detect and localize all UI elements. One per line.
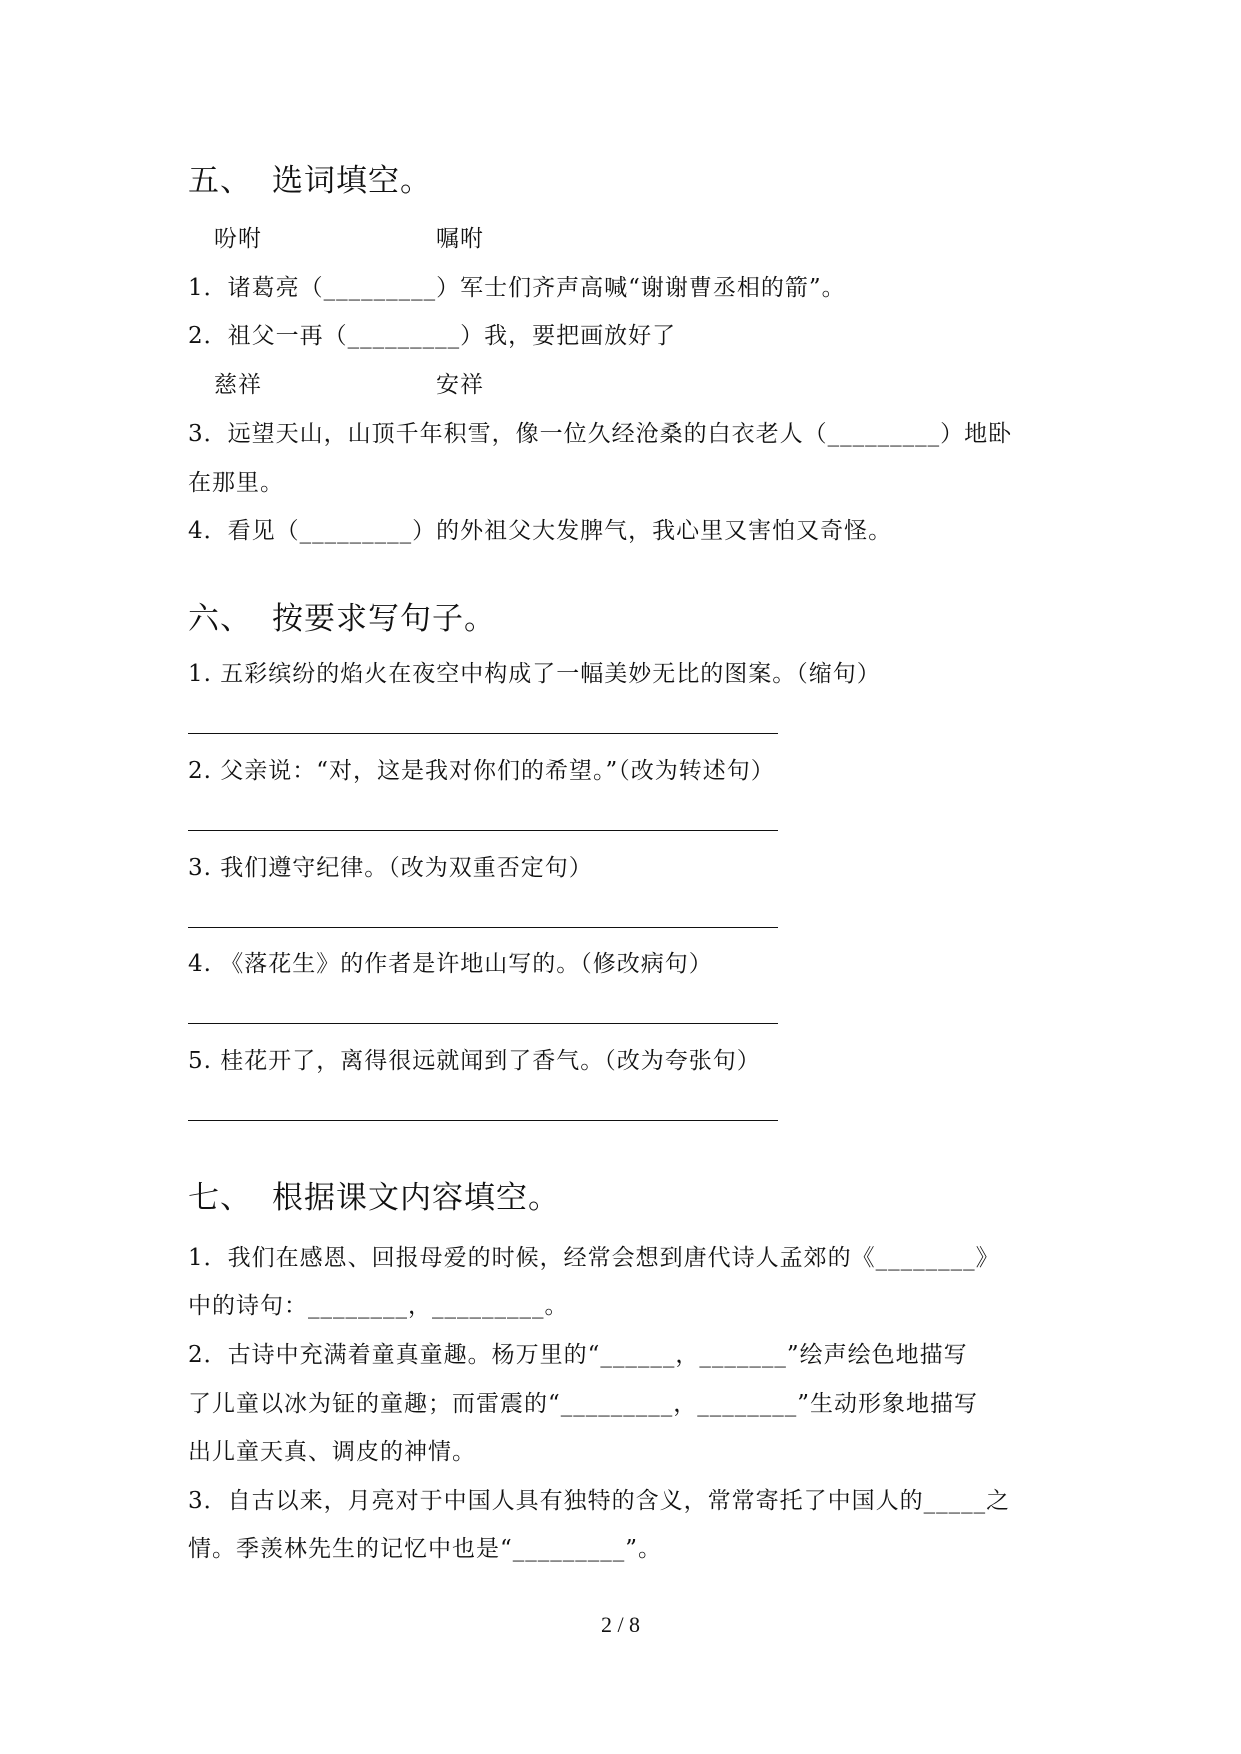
answer-line-1[interactable] bbox=[188, 733, 778, 734]
section-7-question-1-line-2: 中的诗句：________，_________。 bbox=[188, 1293, 569, 1319]
section-5-number: 五、 bbox=[188, 163, 252, 199]
section-7-question-3-line-1: 3．自古以来，月亮对于中国人具有独特的含义，常常寄托了中国人的_____之 bbox=[188, 1488, 1011, 1514]
answer-line-4[interactable] bbox=[188, 1023, 778, 1024]
section-5-question-1: 1．诸葛亮（_________）军士们齐声高喊“谢谢曹丞相的箭”。 bbox=[188, 275, 846, 301]
section-5-question-3-line-2: 在那里。 bbox=[188, 470, 284, 496]
section-7-question-1-line-1: 1．我们在感恩、回报母爱的时候，经常会想到唐代诗人孟郊的《________》 bbox=[188, 1245, 1000, 1271]
section-6-item-5: 5. 桂花开了，离得很远就闻到了香气。（改为夸张句） bbox=[188, 1048, 761, 1074]
section-6-number: 六、 bbox=[188, 601, 252, 637]
word-choice-1b: 嘱咐 bbox=[436, 226, 484, 252]
word-choice-2a: 慈祥 bbox=[214, 372, 262, 398]
section-7-title-text: 根据课文内容填空。 bbox=[272, 1180, 560, 1216]
section-7-question-2-line-2: 了儿童以冰为钲的童趣；而雷震的“_________，________”生动形象地描写 bbox=[188, 1391, 979, 1417]
section-5-question-3-line-1: 3．远望天山，山顶千年积雪，像一位久经沧桑的白衣老人（_________）地卧 bbox=[188, 421, 1013, 447]
answer-line-3[interactable] bbox=[188, 927, 778, 928]
section-6-title-text: 按要求写句子。 bbox=[272, 601, 496, 637]
answer-line-5[interactable] bbox=[188, 1120, 778, 1121]
section-6-item-3: 3. 我们遵守纪律。（改为双重否定句） bbox=[188, 855, 593, 881]
word-choice-1a: 吩咐 bbox=[214, 226, 262, 252]
word-choice-2b: 安祥 bbox=[436, 372, 484, 398]
section-5-title bbox=[188, 163, 432, 199]
section-5-question-2: 2．祖父一再（_________）我，要把画放好了 bbox=[188, 323, 677, 349]
answer-line-2[interactable] bbox=[188, 830, 778, 831]
section-6-title bbox=[188, 601, 496, 637]
section-6-item-2: 2. 父亲说：“对，这是我对你们的希望。”（改为转述句） bbox=[188, 758, 775, 784]
section-6-item-1: 1. 五彩缤纷的焰火在夜空中构成了一幅美妙无比的图案。（缩句） bbox=[188, 661, 881, 687]
section-7-question-3-line-2: 情。季羡林先生的记忆中也是“_________”。 bbox=[188, 1536, 663, 1562]
section-7-number: 七、 bbox=[188, 1180, 252, 1216]
section-7-question-2-line-3: 出儿童天真、调皮的神情。 bbox=[188, 1439, 476, 1465]
section-5-question-4: 4．看见（_________）的外祖父大发脾气，我心里又害怕又奇怪。 bbox=[188, 518, 893, 544]
page-number: 2 / 8 bbox=[600, 1612, 641, 1637]
section-7-question-2-line-1: 2．古诗中充满着童真童趣。杨万里的“______，_______”绘声绘色地描写 bbox=[188, 1342, 968, 1368]
section-6-item-4: 4. 《落花生》的作者是许地山写的。（修改病句） bbox=[188, 951, 713, 977]
section-5-title-text: 选词填空。 bbox=[272, 163, 432, 199]
section-7-title bbox=[188, 1180, 560, 1216]
